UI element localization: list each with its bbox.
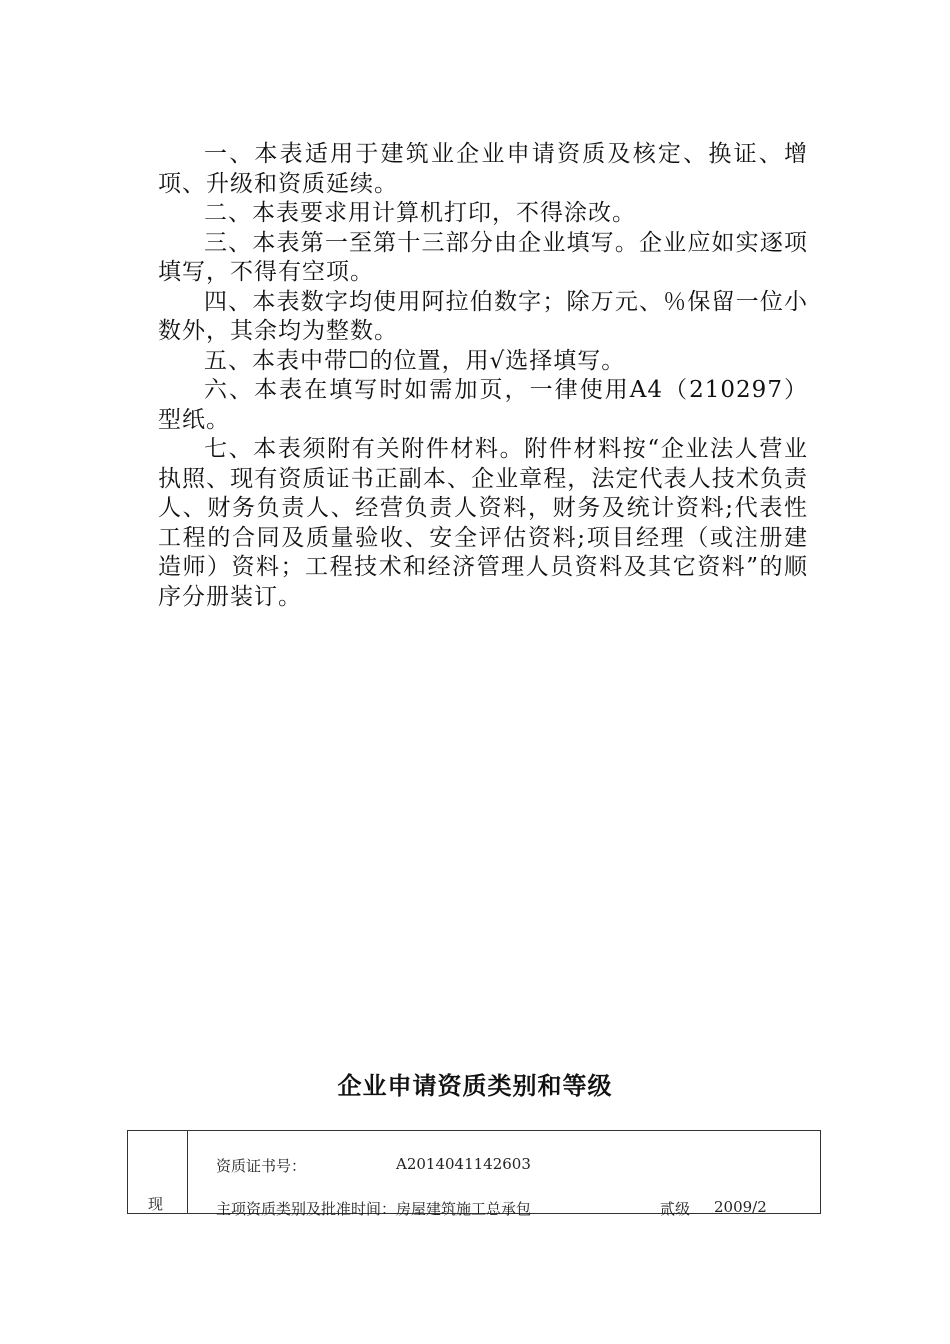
instruction-3: 三、本表第一至第十三部分由企业填写。企业应如实逐项填写，不得有空项。 <box>158 229 808 285</box>
cert-no-value: A2014041142603 <box>396 1155 531 1173</box>
approval-date: 2009/2 <box>714 1198 767 1216</box>
main-category-label: 主项资质类别及批准时间： <box>216 1200 397 1218</box>
table-column-divider <box>187 1131 188 1213</box>
instruction-1: 一、本表适用于建筑业企业申请资质及核定、换证、增项、升级和资质延续。 <box>158 141 808 197</box>
instruction-5: 五、本表中带☐的位置，用√选择填写。 <box>204 347 626 374</box>
instruction-6: 六、本表在填写时如需加页，一律使用A4（210297）型纸。 <box>158 377 808 433</box>
section-title: 企业申请资质类别和等级 <box>337 1072 613 1100</box>
cert-no-label: 资质证书号： <box>216 1157 307 1175</box>
main-category-value: 房屋建筑施工总承包 <box>396 1200 532 1218</box>
grade-value: 贰级 <box>660 1200 691 1218</box>
instruction-4: 四、本表数字均使用阿拉伯数字；除万元、％保留一位小数外，其余均为整数。 <box>158 288 808 344</box>
qualification-table <box>127 1130 821 1218</box>
instruction-7: 七、本表须附有关附件材料。附件材料按“企业法人营业执照、现有资质证书正副本、企业章程，法定代表人技术负责人、财务负责人、经营负责人资料，财务及统计资料;代表性工程的合同及质量验收、安全评估资料;项目经理（或注册建造师）资料；工程技术和经济管理人员资料及其它资料”的顺序分册装订。 <box>158 436 808 610</box>
instructions-block <box>158 140 808 612</box>
side-label: 现 <box>148 1195 164 1213</box>
instruction-2: 二、本表要求用计算机打印，不得涂改。 <box>204 200 636 226</box>
